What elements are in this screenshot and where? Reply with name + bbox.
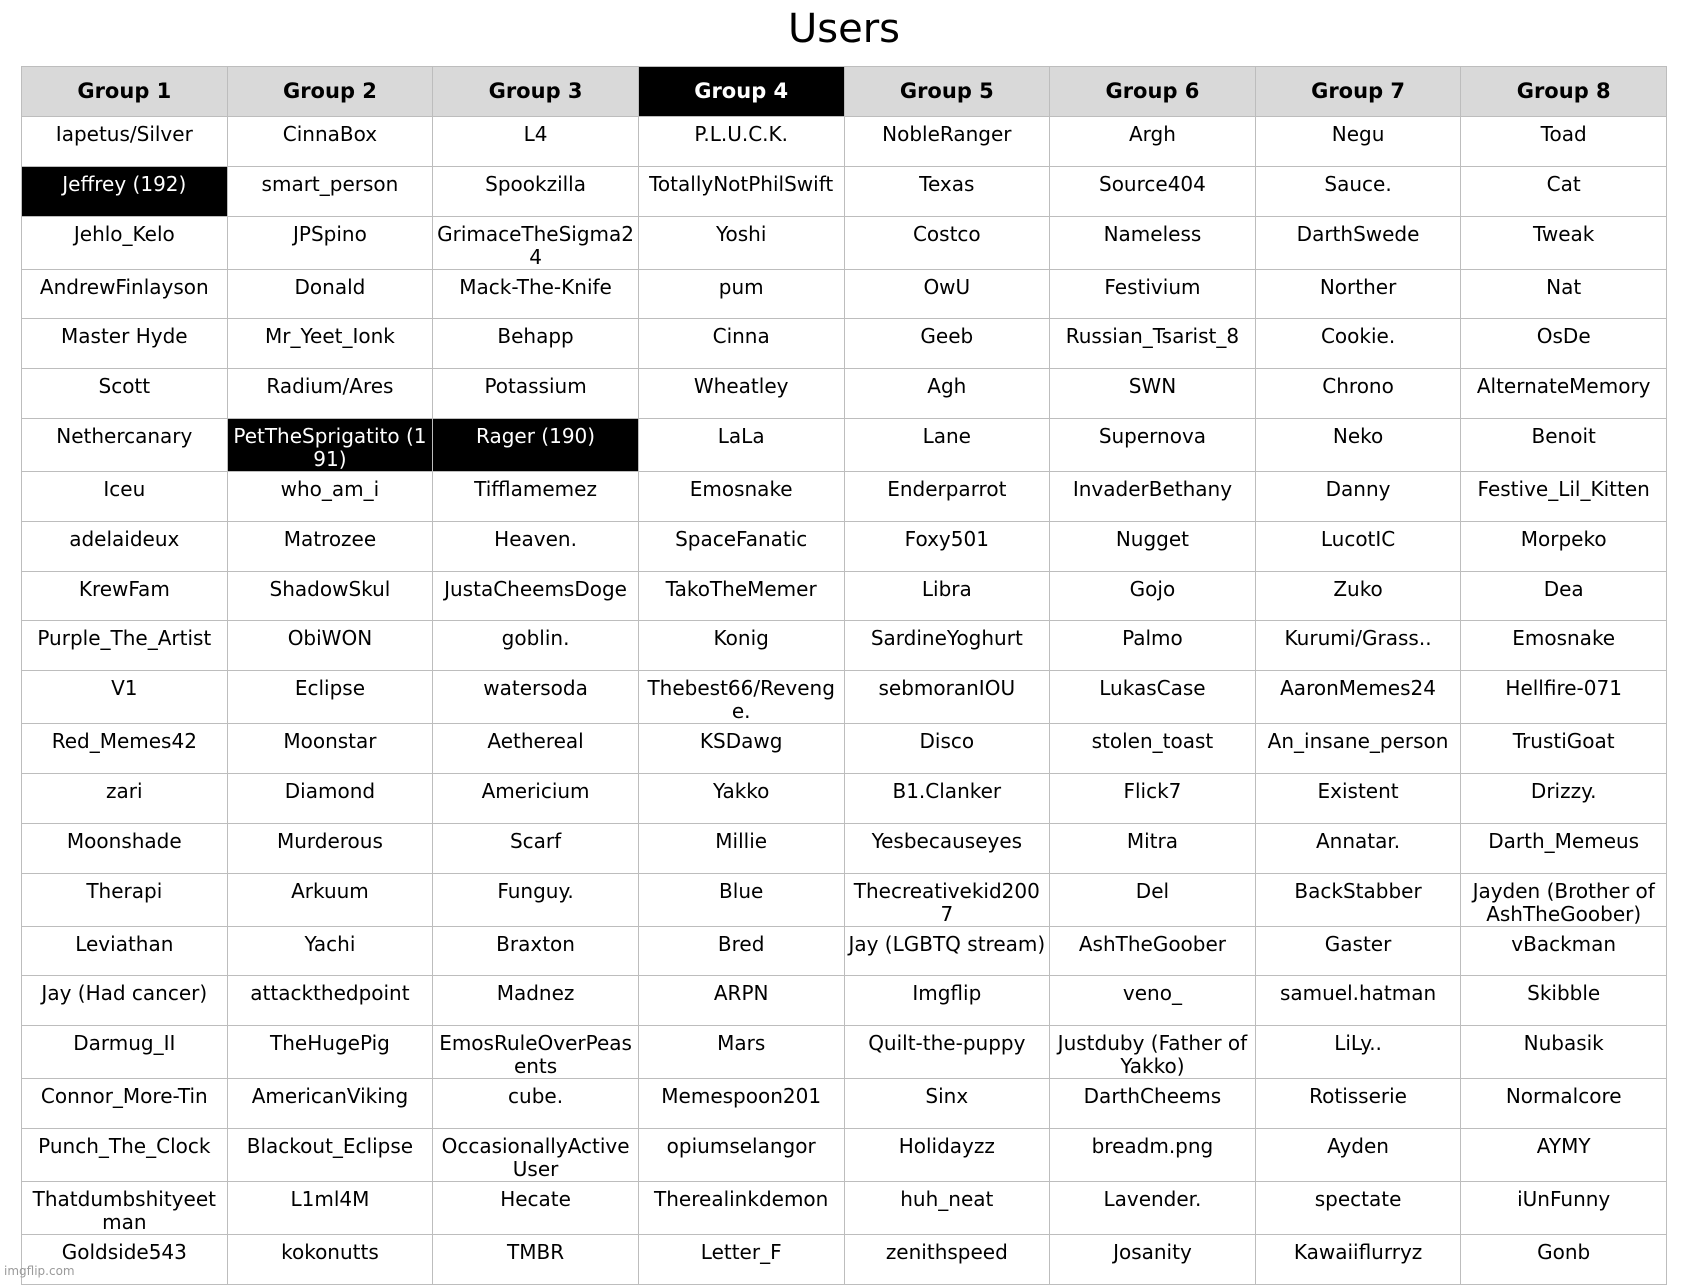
column-header: Group 8 bbox=[1461, 67, 1667, 117]
table-row bbox=[22, 269, 1667, 319]
table-cell: Dea bbox=[1461, 571, 1667, 621]
table-cell: Scott bbox=[22, 369, 228, 419]
table-cell: Jay (Had cancer) bbox=[22, 976, 228, 1026]
table-cell: Normalcore bbox=[1461, 1079, 1667, 1129]
table-cell: CinnaBox bbox=[227, 117, 433, 167]
table-cell: ARPN bbox=[638, 976, 844, 1026]
table-cell: iUnFunny bbox=[1461, 1181, 1667, 1234]
table-cell: zenithspeed bbox=[844, 1234, 1050, 1284]
table-row bbox=[22, 724, 1667, 774]
table-cell: Purple_The_Artist bbox=[22, 621, 228, 671]
table-cell: Memespoon201 bbox=[638, 1079, 844, 1129]
table-cell: Enderparrot bbox=[844, 471, 1050, 521]
table-cell: Emosnake bbox=[638, 471, 844, 521]
table-row bbox=[22, 571, 1667, 621]
table-cell: Josanity bbox=[1050, 1234, 1256, 1284]
table-cell: Scarf bbox=[433, 823, 639, 873]
table-cell: Yesbecauseyes bbox=[844, 823, 1050, 873]
table-cell: Flick7 bbox=[1050, 773, 1256, 823]
table-cell: Diamond bbox=[227, 773, 433, 823]
table-row bbox=[22, 471, 1667, 521]
table-cell: Agh bbox=[844, 369, 1050, 419]
table-cell: Leviathan bbox=[22, 926, 228, 976]
table-cell: TrustiGoat bbox=[1461, 724, 1667, 774]
table-cell: JustaCheemsDoge bbox=[433, 571, 639, 621]
table-row bbox=[22, 621, 1667, 671]
table-cell: Rotisserie bbox=[1255, 1079, 1461, 1129]
table-cell: Yachi bbox=[227, 926, 433, 976]
table-cell: Connor_More-Tin bbox=[22, 1079, 228, 1129]
table-row bbox=[22, 1128, 1667, 1181]
table-cell: Neko bbox=[1255, 418, 1461, 471]
table-row bbox=[22, 369, 1667, 419]
table-cell: watersoda bbox=[433, 671, 639, 724]
table-cell: attackthedpoint bbox=[227, 976, 433, 1026]
watermark: imgflip.com bbox=[4, 1264, 75, 1278]
table-cell: Aethereal bbox=[433, 724, 639, 774]
table-cell: breadm.png bbox=[1050, 1128, 1256, 1181]
table-cell: kokonutts bbox=[227, 1234, 433, 1284]
table-cell: Thecreativekid2007 bbox=[844, 873, 1050, 926]
table-cell: who_am_i bbox=[227, 471, 433, 521]
table-cell: L1ml4M bbox=[227, 1181, 433, 1234]
table-cell: AlternateMemory bbox=[1461, 369, 1667, 419]
table-cell: DarthCheems bbox=[1050, 1079, 1256, 1129]
table-cell: Costco bbox=[844, 216, 1050, 269]
table-cell: Heaven. bbox=[433, 521, 639, 571]
table-cell: Nethercanary bbox=[22, 418, 228, 471]
table-cell: Blackout_Eclipse bbox=[227, 1128, 433, 1181]
table-cell: Nameless bbox=[1050, 216, 1256, 269]
table-cell: JPSpino bbox=[227, 216, 433, 269]
table-cell: Justduby (Father of Yakko) bbox=[1050, 1026, 1256, 1079]
table-cell: Moonstar bbox=[227, 724, 433, 774]
table-cell: ObiWON bbox=[227, 621, 433, 671]
table-row bbox=[22, 926, 1667, 976]
table-cell: Therapi bbox=[22, 873, 228, 926]
table-cell: Hecate bbox=[433, 1181, 639, 1234]
table-cell: LukasCase bbox=[1050, 671, 1256, 724]
table-cell: Nugget bbox=[1050, 521, 1256, 571]
table-cell: Annatar. bbox=[1255, 823, 1461, 873]
table-cell: spectate bbox=[1255, 1181, 1461, 1234]
table-cell: Donald bbox=[227, 269, 433, 319]
table-cell: BackStabber bbox=[1255, 873, 1461, 926]
table-cell: Blue bbox=[638, 873, 844, 926]
table-cell: V1 bbox=[22, 671, 228, 724]
table-row bbox=[22, 1079, 1667, 1129]
table-cell: Disco bbox=[844, 724, 1050, 774]
table-cell: Del bbox=[1050, 873, 1256, 926]
table-cell: LucotIC bbox=[1255, 521, 1461, 571]
table-cell: Imgflip bbox=[844, 976, 1050, 1026]
table-cell: Lane bbox=[844, 418, 1050, 471]
table-cell: Palmo bbox=[1050, 621, 1256, 671]
table-cell: Existent bbox=[1255, 773, 1461, 823]
table-cell: AshTheGoober bbox=[1050, 926, 1256, 976]
table-row bbox=[22, 166, 1667, 216]
table-row bbox=[22, 671, 1667, 724]
table-cell: Madnez bbox=[433, 976, 639, 1026]
table-cell: NobleRanger bbox=[844, 117, 1050, 167]
column-header: Group 2 bbox=[227, 67, 433, 117]
column-header: Group 7 bbox=[1255, 67, 1461, 117]
table-cell: adelaideux bbox=[22, 521, 228, 571]
table-cell: Jay (LGBTQ stream) bbox=[844, 926, 1050, 976]
table-cell: Emosnake bbox=[1461, 621, 1667, 671]
table-cell: pum bbox=[638, 269, 844, 319]
table-cell: Libra bbox=[844, 571, 1050, 621]
table-cell: Thebest66/Revenge. bbox=[638, 671, 844, 724]
table-cell: TheHugePig bbox=[227, 1026, 433, 1079]
table-cell: TMBR bbox=[433, 1234, 639, 1284]
column-header: Group 3 bbox=[433, 67, 639, 117]
table-cell: Rager (190) bbox=[433, 418, 639, 471]
table-cell: An_insane_person bbox=[1255, 724, 1461, 774]
table-cell: sebmoranIOU bbox=[844, 671, 1050, 724]
table-cell: Yakko bbox=[638, 773, 844, 823]
table-cell: Konig bbox=[638, 621, 844, 671]
table-cell: Morpeko bbox=[1461, 521, 1667, 571]
table-cell: Texas bbox=[844, 166, 1050, 216]
table-cell: Radium/Ares bbox=[227, 369, 433, 419]
table-cell: B1.Clanker bbox=[844, 773, 1050, 823]
table-cell: Bred bbox=[638, 926, 844, 976]
table-cell: AndrewFinlayson bbox=[22, 269, 228, 319]
table-row bbox=[22, 521, 1667, 571]
table-cell: smart_person bbox=[227, 166, 433, 216]
table-body bbox=[22, 117, 1667, 1285]
table-cell: Murderous bbox=[227, 823, 433, 873]
table-cell: OccasionallyActiveUser bbox=[433, 1128, 639, 1181]
table-cell: Kurumi/Grass.. bbox=[1255, 621, 1461, 671]
table-cell: Jayden (Brother of AshTheGoober) bbox=[1461, 873, 1667, 926]
table-row bbox=[22, 873, 1667, 926]
table-cell: cube. bbox=[433, 1079, 639, 1129]
column-header: Group 1 bbox=[22, 67, 228, 117]
table-cell: Funguy. bbox=[433, 873, 639, 926]
table-cell: SpaceFanatic bbox=[638, 521, 844, 571]
table-cell: Gaster bbox=[1255, 926, 1461, 976]
table-cell: OwU bbox=[844, 269, 1050, 319]
table-cell: opiumselangor bbox=[638, 1128, 844, 1181]
table-cell: stolen_toast bbox=[1050, 724, 1256, 774]
table-cell: Tweak bbox=[1461, 216, 1667, 269]
page-title: Users bbox=[787, 6, 900, 52]
table-cell: Punch_The_Clock bbox=[22, 1128, 228, 1181]
table-cell: InvaderBethany bbox=[1050, 471, 1256, 521]
table-cell: SWN bbox=[1050, 369, 1256, 419]
table-cell: Zuko bbox=[1255, 571, 1461, 621]
table-cell: Source404 bbox=[1050, 166, 1256, 216]
table-row bbox=[22, 319, 1667, 369]
table-cell: KSDawg bbox=[638, 724, 844, 774]
table-cell: LiLy.. bbox=[1255, 1026, 1461, 1079]
table-cell: Jehlo_Kelo bbox=[22, 216, 228, 269]
table-cell: Drizzy. bbox=[1461, 773, 1667, 823]
table-cell: TotallyNotPhilSwift bbox=[638, 166, 844, 216]
table-cell: Festivium bbox=[1050, 269, 1256, 319]
table-cell: Geeb bbox=[844, 319, 1050, 369]
table-cell: samuel.hatman bbox=[1255, 976, 1461, 1026]
table-cell: DarthSwede bbox=[1255, 216, 1461, 269]
table-row bbox=[22, 823, 1667, 873]
table-cell: Millie bbox=[638, 823, 844, 873]
table-cell: Potassium bbox=[433, 369, 639, 419]
table-cell: Jeffrey (192) bbox=[22, 166, 228, 216]
table-cell: Gojo bbox=[1050, 571, 1256, 621]
table-cell: veno_ bbox=[1050, 976, 1256, 1026]
table-row bbox=[22, 773, 1667, 823]
table-cell: Gonb bbox=[1461, 1234, 1667, 1284]
table-cell: Letter_F bbox=[638, 1234, 844, 1284]
table-cell: Cinna bbox=[638, 319, 844, 369]
table-cell: Matrozee bbox=[227, 521, 433, 571]
column-header: Group 5 bbox=[844, 67, 1050, 117]
table-cell: huh_neat bbox=[844, 1181, 1050, 1234]
table-cell: Mack-The-Knife bbox=[433, 269, 639, 319]
table-cell: Holidayzz bbox=[844, 1128, 1050, 1181]
table-cell: Mitra bbox=[1050, 823, 1256, 873]
table-cell: Americium bbox=[433, 773, 639, 823]
header-row bbox=[22, 67, 1667, 117]
table-cell: Toad bbox=[1461, 117, 1667, 167]
column-header: Group 6 bbox=[1050, 67, 1256, 117]
table-cell: Iceu bbox=[22, 471, 228, 521]
table-cell: Kawaiiflurryz bbox=[1255, 1234, 1461, 1284]
table-cell: Norther bbox=[1255, 269, 1461, 319]
table-cell: Benoit bbox=[1461, 418, 1667, 471]
table-cell: Mr_Yeet_Ionk bbox=[227, 319, 433, 369]
table-cell: Hellfire-071 bbox=[1461, 671, 1667, 724]
table-cell: Braxton bbox=[433, 926, 639, 976]
table-cell: Nat bbox=[1461, 269, 1667, 319]
table-row bbox=[22, 976, 1667, 1026]
table-row bbox=[22, 1181, 1667, 1234]
table-cell: goblin. bbox=[433, 621, 639, 671]
table-cell: EmosRuleOverPeasents bbox=[433, 1026, 639, 1079]
table-cell: Thatdumbshityeetman bbox=[22, 1181, 228, 1234]
table-cell: L4 bbox=[433, 117, 639, 167]
table-cell: Therealinkdemon bbox=[638, 1181, 844, 1234]
table-cell: AmericanViking bbox=[227, 1079, 433, 1129]
table-cell: TakoTheMemer bbox=[638, 571, 844, 621]
table-cell: Lavender. bbox=[1050, 1181, 1256, 1234]
column-header: Group 4 bbox=[638, 67, 844, 117]
table-cell: Red_Memes42 bbox=[22, 724, 228, 774]
table-cell: AYMY bbox=[1461, 1128, 1667, 1181]
table-cell: GrimaceTheSigma24 bbox=[433, 216, 639, 269]
table-cell: Skibble bbox=[1461, 976, 1667, 1026]
table-cell: AaronMemes24 bbox=[1255, 671, 1461, 724]
table-cell: Eclipse bbox=[227, 671, 433, 724]
table-cell: Iapetus/Silver bbox=[22, 117, 228, 167]
table-cell: Goldside543 bbox=[22, 1234, 228, 1284]
table-cell: Russian_Tsarist_8 bbox=[1050, 319, 1256, 369]
table-row bbox=[22, 216, 1667, 269]
table-cell: Sauce. bbox=[1255, 166, 1461, 216]
table-row bbox=[22, 1026, 1667, 1079]
table-cell: Danny bbox=[1255, 471, 1461, 521]
table-cell: PetTheSprigatito (191) bbox=[227, 418, 433, 471]
table-cell: KrewFam bbox=[22, 571, 228, 621]
table-cell: Yoshi bbox=[638, 216, 844, 269]
table-cell: Moonshade bbox=[22, 823, 228, 873]
table-cell: Arkuum bbox=[227, 873, 433, 926]
table-cell: Darth_Memeus bbox=[1461, 823, 1667, 873]
table-cell: Cat bbox=[1461, 166, 1667, 216]
table-cell: SardineYoghurt bbox=[844, 621, 1050, 671]
table-cell: vBackman bbox=[1461, 926, 1667, 976]
table-cell: Quilt-the-puppy bbox=[844, 1026, 1050, 1079]
table-cell: ShadowSkul bbox=[227, 571, 433, 621]
table-cell: Master Hyde bbox=[22, 319, 228, 369]
table-row bbox=[22, 117, 1667, 167]
table-cell: OsDe bbox=[1461, 319, 1667, 369]
table-cell: Nubasik bbox=[1461, 1026, 1667, 1079]
table-cell: Behapp bbox=[433, 319, 639, 369]
table-row bbox=[22, 1234, 1667, 1284]
table-cell: Mars bbox=[638, 1026, 844, 1079]
table-cell: Darmug_II bbox=[22, 1026, 228, 1079]
table-cell: Chrono bbox=[1255, 369, 1461, 419]
users-table bbox=[21, 66, 1667, 1285]
table-cell: P.L.U.C.K. bbox=[638, 117, 844, 167]
table-cell: Sinx bbox=[844, 1079, 1050, 1129]
table-cell: Foxy501 bbox=[844, 521, 1050, 571]
table-cell: Argh bbox=[1050, 117, 1256, 167]
table-cell: Ayden bbox=[1255, 1128, 1461, 1181]
table-cell: Spookzilla bbox=[433, 166, 639, 216]
table-cell: Festive_Lil_Kitten bbox=[1461, 471, 1667, 521]
table-cell: LaLa bbox=[638, 418, 844, 471]
table-cell: Cookie. bbox=[1255, 319, 1461, 369]
table-row bbox=[22, 418, 1667, 471]
table-cell: Negu bbox=[1255, 117, 1461, 167]
table-cell: Supernova bbox=[1050, 418, 1256, 471]
table-cell: Wheatley bbox=[638, 369, 844, 419]
table-cell: Tifflamemez bbox=[433, 471, 639, 521]
table-cell: zari bbox=[22, 773, 228, 823]
